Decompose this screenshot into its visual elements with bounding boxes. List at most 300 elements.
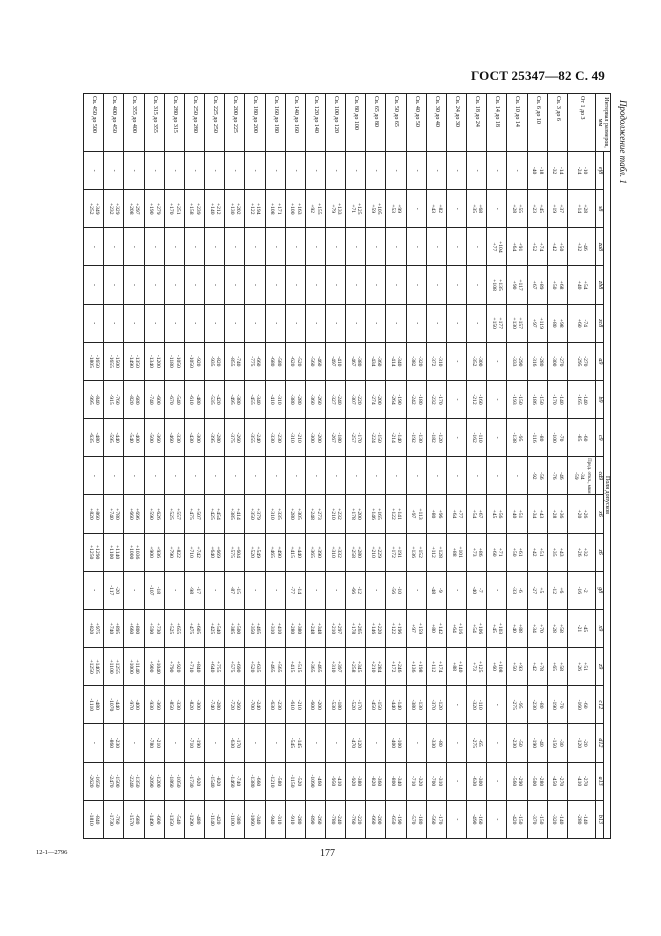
deviation-cell-g8 bbox=[245, 571, 265, 609]
deviation-cell-ef8 bbox=[426, 152, 446, 190]
deviation-cell-x9 bbox=[487, 609, 507, 647]
lower-deviation: +465 bbox=[269, 546, 276, 558]
deviation-cell-a13 bbox=[144, 762, 164, 800]
deviation-cell-c9 bbox=[426, 419, 446, 457]
deviation-cell-s8 bbox=[265, 190, 285, 228]
upper-deviation: -200 bbox=[315, 699, 322, 710]
deviation-cell-zc8 bbox=[446, 304, 466, 342]
deviation-cell-a9 bbox=[144, 342, 164, 380]
size-interval-cell: Св. 200 до 225 bbox=[225, 94, 245, 152]
upper-deviation: -45 bbox=[582, 624, 589, 633]
upper-deviation: - bbox=[131, 741, 138, 744]
lower-deviation: +60 bbox=[490, 662, 497, 671]
lower-deviation: +90 bbox=[510, 280, 517, 290]
upper-deviation: +1290 bbox=[94, 544, 101, 560]
lower-deviation: -890 bbox=[309, 814, 316, 825]
upper-deviation: - bbox=[131, 322, 138, 325]
lower-deviation: +415 bbox=[289, 546, 296, 558]
deviation-cell-c9 bbox=[245, 419, 265, 457]
deviation-cell-zb8 bbox=[346, 266, 366, 304]
upper-deviation: +232 bbox=[336, 508, 342, 520]
lower-deviation: -1150 bbox=[289, 774, 296, 788]
upper-deviation: +171 bbox=[275, 202, 282, 215]
upper-deviation: - bbox=[212, 245, 219, 248]
deviation-cell-za8 bbox=[567, 228, 596, 266]
lower-deviation: -267 bbox=[329, 432, 336, 443]
lower-deviation: +54 bbox=[470, 509, 477, 519]
lower-deviation: -855 bbox=[228, 356, 235, 367]
deviation-cell-zb8 bbox=[406, 266, 426, 304]
upper-deviation: +116 bbox=[456, 622, 463, 635]
lower-deviation: +525 bbox=[168, 508, 175, 520]
upper-deviation: -760 bbox=[114, 394, 121, 405]
upper-deviation: -410 bbox=[336, 356, 342, 367]
upper-deviation: - bbox=[272, 474, 279, 477]
upper-deviation: - bbox=[91, 474, 98, 477]
upper-deviation: -340 bbox=[255, 814, 262, 825]
column-header-c9: c9 bbox=[596, 419, 603, 457]
lower-deviation: +280 bbox=[289, 508, 296, 520]
upper-deviation: - bbox=[433, 474, 440, 477]
lower-deviation: +172 bbox=[390, 546, 397, 558]
lower-deviation: -85 bbox=[575, 433, 582, 442]
deviation-cell-s8 bbox=[205, 190, 225, 228]
deviation-cell-zc8 bbox=[527, 304, 547, 342]
upper-deviation: +329 bbox=[114, 202, 121, 215]
upper-deviation: +549 bbox=[255, 546, 262, 558]
upper-deviation: -145 bbox=[295, 737, 302, 749]
upper-deviation: +99 bbox=[396, 204, 403, 214]
lower-deviation: +108 bbox=[269, 202, 276, 215]
deviation-cell-za8 bbox=[406, 228, 426, 266]
lower-deviation: +35 bbox=[551, 547, 558, 557]
lower-deviation: -630 bbox=[470, 775, 477, 787]
deviation-cell-b13 bbox=[406, 800, 426, 838]
deviation-cell-c12 bbox=[547, 686, 567, 724]
upper-deviation: +202 bbox=[235, 202, 242, 215]
lower-deviation: +280 bbox=[289, 622, 296, 635]
lower-deviation: +525 bbox=[168, 622, 175, 635]
upper-deviation: +565 bbox=[275, 660, 282, 673]
deviation-cell-ef8 bbox=[205, 152, 225, 190]
lower-deviation: -182 bbox=[430, 432, 437, 443]
deviation-cell-a9 bbox=[104, 342, 124, 380]
upper-deviation: - bbox=[151, 322, 158, 325]
deviation-cell-c9 bbox=[265, 419, 285, 457]
upper-deviation: - bbox=[393, 245, 400, 248]
lower-deviation: +97 bbox=[410, 624, 417, 633]
lower-deviation: -1140 bbox=[208, 812, 215, 826]
deviation-cell-z9 bbox=[547, 648, 567, 686]
deviation-cell-zb8 bbox=[225, 266, 245, 304]
upper-deviation: -170 bbox=[356, 699, 363, 710]
deviation-cell-b13 bbox=[144, 800, 164, 838]
deviation-cell-z6 bbox=[507, 533, 527, 571]
upper-deviation: - bbox=[191, 284, 198, 287]
upper-deviation: - bbox=[353, 245, 360, 248]
deviation-cell-z6 bbox=[426, 533, 446, 571]
upper-deviation: -140 bbox=[582, 814, 589, 825]
upper-deviation: +229 bbox=[376, 546, 383, 558]
upper-deviation: +1405 bbox=[94, 659, 101, 674]
lower-deviation: +64 bbox=[450, 624, 457, 633]
upper-deviation: +635 bbox=[255, 660, 262, 673]
deviation-cell-za8 bbox=[527, 228, 547, 266]
lower-deviation: +40 bbox=[510, 624, 517, 633]
upper-deviation: -150 bbox=[537, 814, 544, 825]
deviation-cell-x9 bbox=[225, 609, 245, 647]
lower-deviation: +28 bbox=[551, 624, 558, 633]
deviation-cell-x6 bbox=[547, 495, 567, 533]
deviation-cell-x6 bbox=[285, 495, 305, 533]
deviation-cell-b9 bbox=[567, 380, 596, 418]
deviation-cell-c12 bbox=[285, 686, 305, 724]
upper-deviation: - bbox=[333, 741, 340, 744]
lower-deviation: +45 bbox=[490, 509, 497, 519]
continuation-label: Продолжение табл. 1 bbox=[618, 100, 628, 184]
lower-deviation: +50 bbox=[510, 662, 517, 671]
upper-deviation: -46 bbox=[557, 472, 564, 480]
upper-deviation: -80 bbox=[537, 701, 544, 709]
lower-deviation: +59 bbox=[369, 204, 376, 214]
deviation-cell-b9 bbox=[527, 380, 547, 418]
upper-deviation: - bbox=[353, 284, 360, 287]
deviation-cell-x6 bbox=[326, 495, 346, 533]
upper-deviation: +54 bbox=[582, 280, 589, 290]
lower-deviation: -660 bbox=[369, 814, 376, 825]
upper-deviation: -10 bbox=[582, 166, 589, 175]
lower-deviation: -1060 bbox=[248, 812, 255, 826]
upper-deviation: - bbox=[453, 169, 460, 172]
deviation-cell-zc8 bbox=[426, 304, 446, 342]
deviation-cell-a9 bbox=[366, 342, 386, 380]
lower-deviation: -915 bbox=[107, 394, 114, 405]
upper-deviation: +380 bbox=[295, 622, 302, 635]
upper-deviation: - bbox=[171, 245, 178, 248]
deviation-cell-a9 bbox=[245, 342, 265, 380]
deviation-cell-za8 bbox=[467, 228, 487, 266]
upper-deviation: +88 bbox=[517, 624, 524, 633]
table-row bbox=[366, 94, 386, 839]
deviation-cell-c9 bbox=[326, 419, 346, 457]
deviation-cell-z6 bbox=[527, 533, 547, 571]
deviation-cell-cd9 bbox=[527, 457, 547, 495]
upper-deviation: -70 bbox=[557, 433, 564, 442]
lower-deviation: +425 bbox=[208, 508, 215, 520]
lower-deviation: -497 bbox=[329, 356, 336, 367]
lower-deviation: +425 bbox=[208, 622, 215, 635]
upper-deviation: -170 bbox=[436, 394, 443, 405]
deviation-cell-cd9 bbox=[245, 457, 265, 495]
table-row bbox=[467, 94, 487, 839]
lower-deviation: +1000 bbox=[128, 659, 135, 674]
upper-deviation: -190 bbox=[194, 737, 201, 749]
upper-deviation: -480 bbox=[94, 699, 101, 710]
lower-deviation: +210 bbox=[369, 546, 376, 558]
upper-deviation: +58 bbox=[557, 624, 564, 633]
deviation-cell-x9 bbox=[285, 609, 305, 647]
deviation-cell-a9 bbox=[305, 342, 325, 380]
lower-deviation: -327 bbox=[329, 394, 336, 405]
upper-deviation: +490 bbox=[275, 546, 282, 558]
upper-deviation: -150 bbox=[517, 394, 524, 405]
deviation-cell-s8 bbox=[184, 190, 204, 228]
deviation-cell-s8 bbox=[225, 190, 245, 228]
lower-deviation: +900 bbox=[148, 546, 155, 558]
deviation-cell-cd9 bbox=[225, 457, 245, 495]
upper-deviation: - bbox=[131, 474, 138, 477]
deviation-cell-ef8 bbox=[144, 152, 164, 190]
lower-deviation: -274 bbox=[369, 394, 376, 405]
upper-deviation: - bbox=[373, 169, 380, 172]
deviation-cell-ef8 bbox=[285, 152, 305, 190]
upper-deviation: -270 bbox=[582, 356, 589, 367]
lower-deviation: -333 bbox=[510, 356, 517, 367]
lower-deviation: +92 bbox=[309, 204, 316, 214]
deviation-cell-s8 bbox=[144, 190, 164, 228]
upper-deviation: - bbox=[474, 284, 481, 287]
deviation-cell-b13 bbox=[426, 800, 446, 838]
deviation-cell-d12 bbox=[124, 724, 144, 762]
lower-deviation: +248 bbox=[309, 622, 316, 635]
upper-deviation: - bbox=[453, 207, 460, 210]
lower-deviation: +575 bbox=[228, 660, 235, 673]
lower-deviation: -780 bbox=[148, 737, 155, 749]
lower-deviation: +1250 bbox=[87, 659, 94, 674]
deviation-cell-x6 bbox=[446, 495, 466, 533]
upper-deviation: +251 bbox=[174, 202, 181, 215]
upper-deviation: -760 bbox=[114, 814, 121, 825]
tolerance-table bbox=[83, 93, 611, 839]
upper-deviation: -280 bbox=[295, 394, 302, 405]
lower-deviation: -620 bbox=[289, 356, 296, 367]
deviation-cell-c9 bbox=[124, 419, 144, 457]
deviation-cell-c9 bbox=[567, 419, 596, 457]
lower-deviation: +710 bbox=[188, 546, 195, 558]
deviation-cell-g8 bbox=[84, 571, 104, 609]
upper-deviation: -230 bbox=[275, 432, 282, 443]
lower-deviation: +65 bbox=[551, 662, 558, 671]
deviation-cell-z6 bbox=[285, 533, 305, 571]
lower-deviation: -700 bbox=[430, 775, 437, 787]
deviation-cell-a9 bbox=[446, 342, 466, 380]
deviation-cell-a13 bbox=[245, 762, 265, 800]
deviation-cell-a13 bbox=[265, 762, 285, 800]
upper-deviation: +117 bbox=[517, 279, 524, 291]
upper-deviation: - bbox=[111, 322, 118, 325]
lower-deviation: +210 bbox=[369, 660, 376, 673]
lower-deviation: +64 bbox=[450, 509, 457, 519]
deviation-cell-x6 bbox=[225, 495, 245, 533]
lower-deviation: +80 bbox=[430, 624, 437, 633]
lower-deviation: -24 bbox=[575, 166, 582, 175]
deviation-cell-x9 bbox=[346, 609, 366, 647]
deviation-cell-a13 bbox=[305, 762, 325, 800]
lower-deviation: -1180 bbox=[168, 354, 175, 368]
lower-deviation: +136 bbox=[410, 660, 417, 673]
lower-deviation: +45 bbox=[490, 624, 497, 633]
lower-deviation: +310 bbox=[269, 622, 276, 635]
lower-deviation: -162 bbox=[470, 432, 477, 443]
column-header-zb8: zb8 bbox=[596, 266, 603, 304]
lower-deviation: -560 bbox=[309, 356, 316, 367]
upper-deviation: - bbox=[393, 169, 400, 172]
upper-deviation: +626 bbox=[154, 508, 161, 520]
upper-deviation: -300 bbox=[477, 356, 484, 367]
upper-deviation: -14 bbox=[557, 166, 564, 175]
deviation-cell-c12 bbox=[527, 686, 547, 724]
lower-deviation: -2090 bbox=[148, 774, 155, 788]
upper-deviation: - bbox=[151, 245, 158, 248]
lower-deviation: +130 bbox=[228, 202, 235, 215]
lower-deviation: -740 bbox=[148, 394, 155, 405]
upper-deviation: - bbox=[312, 169, 319, 172]
upper-deviation: - bbox=[333, 284, 340, 287]
deviation-cell-z6 bbox=[265, 533, 285, 571]
deviation-cell-z6 bbox=[225, 533, 245, 571]
deviation-cell-x9 bbox=[527, 609, 547, 647]
upper-deviation: -600 bbox=[154, 394, 161, 405]
deviation-cell-zb8 bbox=[446, 266, 466, 304]
upper-deviation: - bbox=[292, 322, 299, 325]
table-row bbox=[305, 94, 325, 839]
deviation-cell-c9 bbox=[104, 419, 124, 457]
upper-deviation: +108 bbox=[497, 660, 504, 673]
deviation-cell-ef8 bbox=[346, 152, 366, 190]
upper-deviation: +55 bbox=[517, 204, 524, 214]
deviation-cell-g8 bbox=[184, 571, 204, 609]
deviation-cell-d12 bbox=[84, 724, 104, 762]
deviation-cell-z9 bbox=[467, 648, 487, 686]
lower-deviation: +210 bbox=[329, 622, 336, 635]
upper-deviation: -320 bbox=[416, 356, 423, 367]
lower-deviation: +170 bbox=[168, 202, 175, 215]
upper-deviation: - bbox=[494, 169, 501, 172]
deviation-cell-cd9 bbox=[144, 457, 164, 495]
upper-deviation: - bbox=[373, 245, 380, 248]
upper-deviation: - bbox=[252, 741, 259, 744]
deviation-cell-x9 bbox=[426, 609, 446, 647]
upper-deviation: - bbox=[393, 284, 400, 287]
lower-deviation: -395 bbox=[208, 432, 215, 443]
lower-deviation: +310 bbox=[329, 546, 336, 558]
deviation-cell-c9 bbox=[144, 419, 164, 457]
lower-deviation: +1000 bbox=[128, 544, 135, 560]
upper-deviation: - bbox=[453, 436, 460, 439]
upper-deviation: - bbox=[171, 284, 178, 287]
lower-deviation: +73 bbox=[470, 662, 477, 671]
deviation-cell-a13 bbox=[104, 762, 124, 800]
upper-deviation: - bbox=[171, 322, 178, 325]
upper-deviation: +265 bbox=[356, 622, 363, 635]
lower-deviation: -410 bbox=[575, 775, 582, 787]
upper-deviation: +410 bbox=[275, 622, 282, 635]
lower-deviation: +350 bbox=[248, 622, 255, 635]
lower-deviation: -190 bbox=[551, 699, 558, 710]
lower-deviation: +42 bbox=[551, 242, 558, 252]
table-row bbox=[346, 94, 366, 839]
deviation-cell-b9 bbox=[124, 380, 144, 418]
deviation-cell-d12 bbox=[164, 724, 184, 762]
deviation-cell-za8 bbox=[104, 228, 124, 266]
deviation-cell-cd9 bbox=[366, 457, 386, 495]
upper-deviation: - bbox=[453, 589, 460, 592]
upper-deviation: - bbox=[151, 284, 158, 287]
deviation-cell-cd9 bbox=[326, 457, 346, 495]
deviation-cell-za8 bbox=[84, 228, 104, 266]
upper-deviation: -220 bbox=[356, 394, 363, 405]
lower-deviation: -21 bbox=[575, 624, 582, 633]
deviation-cell-z9 bbox=[366, 648, 386, 686]
upper-deviation: -420 bbox=[215, 814, 222, 825]
deviation-cell-ef8 bbox=[326, 152, 346, 190]
deviation-cell-zc8 bbox=[547, 304, 567, 342]
deviation-cell-b13 bbox=[446, 800, 466, 838]
deviation-cell-cd9 bbox=[285, 457, 305, 495]
lower-deviation: -56 bbox=[390, 586, 397, 595]
upper-deviation: +177 bbox=[497, 317, 504, 329]
lower-deviation: -1340 bbox=[148, 354, 155, 368]
upper-deviation: +297 bbox=[134, 202, 141, 215]
lower-deviation: +122 bbox=[390, 622, 397, 635]
upper-deviation: +212 bbox=[215, 202, 222, 215]
lower-deviation: -1730 bbox=[188, 774, 195, 788]
upper-deviation: -360 bbox=[154, 432, 161, 443]
deviation-cell-cd9 bbox=[507, 457, 527, 495]
deviation-cell-za8 bbox=[426, 228, 446, 266]
upper-deviation: - bbox=[453, 703, 460, 706]
deviation-cell-zb8 bbox=[164, 266, 184, 304]
deviation-cell-s8 bbox=[346, 190, 366, 228]
lower-deviation: -920 bbox=[349, 775, 356, 787]
deviation-cell-x9 bbox=[205, 609, 225, 647]
deviation-cell-z6 bbox=[104, 533, 124, 571]
lower-deviation: +79 bbox=[329, 204, 336, 214]
lower-deviation: +130 bbox=[510, 317, 517, 329]
deviation-cell-x6 bbox=[426, 495, 446, 533]
deviation-cell-a9 bbox=[225, 342, 245, 380]
deviation-cell-b13 bbox=[386, 800, 406, 838]
table-row bbox=[446, 94, 466, 839]
deviation-cell-ef8 bbox=[164, 152, 184, 190]
size-interval-cell: Св. 180 до 200 bbox=[245, 94, 265, 152]
deviation-cell-b13 bbox=[346, 800, 366, 838]
upper-deviation: -140 bbox=[557, 394, 564, 405]
deviation-cell-cd9 bbox=[124, 457, 144, 495]
upper-deviation: -270 bbox=[557, 356, 564, 367]
deviation-cell-z6 bbox=[124, 533, 144, 571]
deviation-cell-zb8 bbox=[285, 266, 305, 304]
lower-deviation: -33 bbox=[510, 586, 517, 595]
deviation-cell-za8 bbox=[265, 228, 285, 266]
deviation-cell-g8 bbox=[104, 571, 124, 609]
upper-deviation: -410 bbox=[336, 775, 342, 787]
deviation-cell-ef8 bbox=[386, 152, 406, 190]
upper-deviation: -170 bbox=[436, 814, 443, 825]
upper-deviation: -120 bbox=[436, 699, 443, 710]
upper-deviation: +43 bbox=[557, 547, 564, 557]
upper-deviation: -300 bbox=[194, 432, 201, 443]
upper-deviation: - bbox=[212, 322, 219, 325]
deviation-cell-zc8 bbox=[507, 304, 527, 342]
lower-deviation: +146 bbox=[369, 508, 376, 520]
lower-deviation: -460 bbox=[168, 432, 175, 443]
deviation-cell-zc8 bbox=[144, 304, 164, 342]
upper-deviation: +89 bbox=[537, 280, 544, 290]
upper-deviation: - bbox=[312, 589, 319, 592]
deviation-cell-x6 bbox=[205, 495, 225, 533]
deviation-cell-g8 bbox=[124, 571, 144, 609]
